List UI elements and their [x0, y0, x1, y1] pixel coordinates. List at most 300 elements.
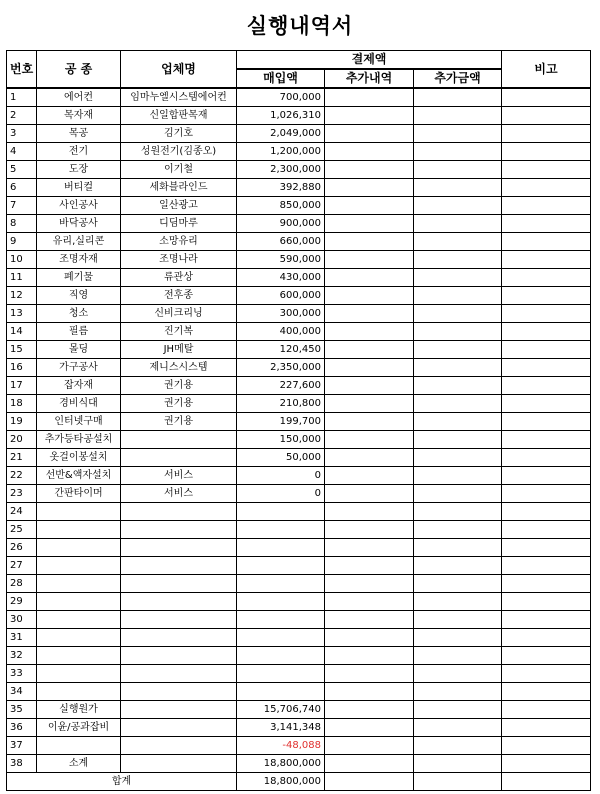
row-trade: 에어컨: [37, 88, 121, 107]
row-purchase-amount: [237, 611, 325, 629]
row-vendor: [121, 665, 237, 683]
row-purchase-amount: 850,000: [237, 197, 325, 215]
row-extra-amount: [414, 305, 502, 323]
row-note: [502, 287, 591, 305]
row-trade: [37, 557, 121, 575]
row-extra-amount: [414, 557, 502, 575]
row-extra-detail: [325, 413, 414, 431]
row-vendor: [121, 683, 237, 701]
row-purchase-amount: [237, 575, 325, 593]
row-number: 19: [7, 413, 37, 431]
row-number: 38: [7, 755, 37, 773]
row-vendor: [121, 449, 237, 467]
row-note: [502, 233, 591, 251]
table-row: [7, 269, 591, 287]
row-vendor: 디딤마루: [121, 215, 237, 233]
row-extra-amount: [414, 161, 502, 179]
table-row: [7, 395, 591, 413]
table-row: [7, 305, 591, 323]
table-row: [7, 611, 591, 629]
row-purchase-amount: 392,880: [237, 179, 325, 197]
row-extra-detail: [325, 161, 414, 179]
table-row: [7, 161, 591, 179]
table-row: [7, 359, 591, 377]
row-extra-amount: [414, 755, 502, 773]
header-purchase: 매입액: [237, 69, 325, 88]
row-number: 15: [7, 341, 37, 359]
row-trade: 간판타이머: [37, 485, 121, 503]
table-row: [7, 449, 591, 467]
row-extra-amount: [414, 107, 502, 125]
row-vendor: [121, 431, 237, 449]
row-purchase-amount: 18,800,000: [237, 755, 325, 773]
row-trade: [37, 665, 121, 683]
row-vendor: [121, 521, 237, 539]
row-note: [502, 413, 591, 431]
row-trade: [37, 737, 121, 755]
row-extra-amount: [414, 287, 502, 305]
row-trade: 폐기물: [37, 269, 121, 287]
row-extra-amount: [414, 737, 502, 755]
row-number: 22: [7, 467, 37, 485]
table-row: [7, 665, 591, 683]
header-vendor: 업체명: [121, 51, 237, 89]
row-note: [502, 557, 591, 575]
row-extra-amount: [414, 503, 502, 521]
row-trade: [37, 539, 121, 557]
row-purchase-amount: [237, 629, 325, 647]
row-trade: 유리,실리콘: [37, 233, 121, 251]
row-purchase-amount: 2,049,000: [237, 125, 325, 143]
row-extra-detail: [325, 233, 414, 251]
row-note: [502, 521, 591, 539]
row-purchase-amount: 0: [237, 485, 325, 503]
header-trade: 공 종: [37, 51, 121, 89]
row-note: [502, 323, 591, 341]
row-number: 27: [7, 557, 37, 575]
row-number: 7: [7, 197, 37, 215]
row-purchase-amount: 1,200,000: [237, 143, 325, 161]
row-vendor: 소망유리: [121, 233, 237, 251]
row-extra-amount: [414, 323, 502, 341]
row-number: 26: [7, 539, 37, 557]
row-extra-detail: [325, 395, 414, 413]
table-row: [7, 215, 591, 233]
table-row: [7, 377, 591, 395]
row-extra-amount: [414, 683, 502, 701]
row-number: 4: [7, 143, 37, 161]
row-note: [502, 683, 591, 701]
row-number: 24: [7, 503, 37, 521]
row-vendor: 서비스: [121, 485, 237, 503]
row-extra-detail: [325, 449, 414, 467]
row-extra-amount: [414, 593, 502, 611]
row-vendor: 일산광고: [121, 197, 237, 215]
row-extra-detail: [325, 611, 414, 629]
table-row: [7, 683, 591, 701]
row-number: 33: [7, 665, 37, 683]
row-note: [502, 305, 591, 323]
total-row: [7, 773, 591, 791]
row-trade: 실행원가: [37, 701, 121, 719]
row-vendor: [121, 503, 237, 521]
table-row: [7, 575, 591, 593]
row-extra-amount: [414, 413, 502, 431]
row-note: [502, 143, 591, 161]
total-note: [502, 773, 591, 791]
row-extra-detail: [325, 269, 414, 287]
row-extra-amount: [414, 377, 502, 395]
row-extra-detail: [325, 683, 414, 701]
table-row: [7, 719, 591, 737]
row-number: 23: [7, 485, 37, 503]
table-row: [7, 179, 591, 197]
row-purchase-amount: 600,000: [237, 287, 325, 305]
row-extra-detail: [325, 107, 414, 125]
row-extra-amount: [414, 431, 502, 449]
row-trade: [37, 683, 121, 701]
table-row: [7, 251, 591, 269]
row-number: 5: [7, 161, 37, 179]
row-extra-amount: [414, 629, 502, 647]
header-no: 번호: [7, 51, 37, 89]
row-number: 16: [7, 359, 37, 377]
row-number: 28: [7, 575, 37, 593]
row-extra-detail: [325, 665, 414, 683]
row-note: [502, 737, 591, 755]
row-extra-amount: [414, 719, 502, 737]
row-trade: 목자재: [37, 107, 121, 125]
row-number: 34: [7, 683, 37, 701]
table-row: [7, 323, 591, 341]
row-extra-detail: [325, 143, 414, 161]
row-purchase-amount: 660,000: [237, 233, 325, 251]
row-extra-amount: [414, 359, 502, 377]
row-note: [502, 161, 591, 179]
row-number: 21: [7, 449, 37, 467]
row-trade: [37, 629, 121, 647]
row-extra-detail: [325, 251, 414, 269]
row-note: [502, 88, 591, 107]
row-note: [502, 431, 591, 449]
row-purchase-amount: [237, 521, 325, 539]
row-trade: [37, 611, 121, 629]
row-trade: [37, 503, 121, 521]
row-vendor: [121, 575, 237, 593]
row-extra-detail: [325, 539, 414, 557]
row-note: [502, 107, 591, 125]
row-note: [502, 503, 591, 521]
table-row: [7, 629, 591, 647]
row-note: [502, 629, 591, 647]
row-number: 3: [7, 125, 37, 143]
table-row: [7, 485, 591, 503]
table-row: [7, 233, 591, 251]
row-vendor: 조명나라: [121, 251, 237, 269]
total-extra-amount: [414, 773, 502, 791]
row-extra-detail: [325, 377, 414, 395]
row-extra-amount: [414, 125, 502, 143]
row-extra-detail: [325, 359, 414, 377]
row-trade: 잡자재: [37, 377, 121, 395]
row-extra-detail: [325, 467, 414, 485]
row-number: 6: [7, 179, 37, 197]
row-number: 36: [7, 719, 37, 737]
row-vendor: 김기호: [121, 125, 237, 143]
row-note: [502, 449, 591, 467]
row-vendor: [121, 611, 237, 629]
row-vendor: 임마누엘시스템에어컨: [121, 88, 237, 107]
row-extra-amount: [414, 143, 502, 161]
row-note: [502, 539, 591, 557]
table-row: [7, 125, 591, 143]
row-trade: [37, 521, 121, 539]
row-note: [502, 377, 591, 395]
row-vendor: 류관상: [121, 269, 237, 287]
row-note: [502, 251, 591, 269]
row-number: 30: [7, 611, 37, 629]
row-trade: [37, 593, 121, 611]
row-trade: 바닥공사: [37, 215, 121, 233]
row-extra-detail: [325, 557, 414, 575]
row-extra-detail: [325, 503, 414, 521]
table-row: [7, 467, 591, 485]
row-trade: 인터넷구매: [37, 413, 121, 431]
row-number: 25: [7, 521, 37, 539]
row-trade: 옷걸이봉설치: [37, 449, 121, 467]
row-note: [502, 215, 591, 233]
row-extra-amount: [414, 269, 502, 287]
row-extra-amount: [414, 449, 502, 467]
row-trade: 사인공사: [37, 197, 121, 215]
row-trade: 직영: [37, 287, 121, 305]
row-purchase-amount: 430,000: [237, 269, 325, 287]
row-purchase-amount: [237, 665, 325, 683]
table-row: [7, 341, 591, 359]
row-purchase-amount: 0: [237, 467, 325, 485]
row-note: [502, 755, 591, 773]
row-vendor: 제니스시스템: [121, 359, 237, 377]
table-row: [7, 107, 591, 125]
row-note: [502, 197, 591, 215]
row-trade: 소계: [37, 755, 121, 773]
row-purchase-amount: 2,350,000: [237, 359, 325, 377]
row-purchase-amount: 900,000: [237, 215, 325, 233]
row-vendor: JH메탈: [121, 341, 237, 359]
row-trade: 청소: [37, 305, 121, 323]
row-purchase-amount: [237, 593, 325, 611]
row-trade: 전기: [37, 143, 121, 161]
table-row: [7, 539, 591, 557]
row-vendor: 신일합판목재: [121, 107, 237, 125]
row-extra-detail: [325, 323, 414, 341]
table-row: [7, 197, 591, 215]
row-extra-amount: [414, 521, 502, 539]
row-extra-amount: [414, 611, 502, 629]
row-trade: 목공: [37, 125, 121, 143]
row-extra-detail: [325, 431, 414, 449]
row-vendor: [121, 719, 237, 737]
row-vendor: 성원전기(김종오): [121, 143, 237, 161]
row-purchase-amount: 199,700: [237, 413, 325, 431]
row-purchase-amount: [237, 647, 325, 665]
row-note: [502, 359, 591, 377]
table-row: [7, 593, 591, 611]
row-purchase-amount: 120,450: [237, 341, 325, 359]
row-number: 37: [7, 737, 37, 755]
row-extra-detail: [325, 215, 414, 233]
row-number: 1: [7, 88, 37, 107]
row-vendor: [121, 755, 237, 773]
row-extra-amount: [414, 233, 502, 251]
table-row: [7, 557, 591, 575]
row-purchase-amount: 700,000: [237, 88, 325, 107]
row-trade: 몰딩: [37, 341, 121, 359]
row-number: 18: [7, 395, 37, 413]
table-row: [7, 88, 591, 107]
row-extra-amount: [414, 88, 502, 107]
row-trade: 조명자재: [37, 251, 121, 269]
row-purchase-amount: 150,000: [237, 431, 325, 449]
row-trade: [37, 575, 121, 593]
row-extra-amount: [414, 251, 502, 269]
row-purchase-amount: 2,300,000: [237, 161, 325, 179]
row-purchase-amount: 15,706,740: [237, 701, 325, 719]
row-vendor: [121, 557, 237, 575]
row-extra-amount: [414, 395, 502, 413]
document-title: 실행내역서: [246, 14, 354, 38]
row-number: 11: [7, 269, 37, 287]
row-purchase-amount: 50,000: [237, 449, 325, 467]
header-extra-amount: 추가금액: [414, 69, 502, 88]
header-note: 비고: [502, 51, 591, 89]
row-purchase-amount: 3,141,348: [237, 719, 325, 737]
table-row: [7, 431, 591, 449]
row-vendor: 권기용: [121, 395, 237, 413]
row-number: 14: [7, 323, 37, 341]
row-vendor: [121, 629, 237, 647]
execution-detail-table: [6, 50, 591, 791]
row-number: 17: [7, 377, 37, 395]
row-extra-detail: [325, 287, 414, 305]
row-trade: 선반&액자설치: [37, 467, 121, 485]
row-extra-amount: [414, 575, 502, 593]
row-note: [502, 701, 591, 719]
total-label: 합계: [7, 773, 237, 791]
row-note: [502, 485, 591, 503]
row-number: 31: [7, 629, 37, 647]
row-extra-detail: [325, 341, 414, 359]
row-number: 8: [7, 215, 37, 233]
row-vendor: [121, 701, 237, 719]
row-extra-amount: [414, 197, 502, 215]
row-note: [502, 395, 591, 413]
row-extra-amount: [414, 701, 502, 719]
row-extra-detail: [325, 701, 414, 719]
row-extra-amount: [414, 215, 502, 233]
table-row: [7, 143, 591, 161]
row-vendor: 전후종: [121, 287, 237, 305]
row-extra-detail: [325, 575, 414, 593]
row-note: [502, 611, 591, 629]
row-purchase-amount: 300,000: [237, 305, 325, 323]
row-extra-detail: [325, 521, 414, 539]
row-trade: 필름: [37, 323, 121, 341]
row-vendor: 이기철: [121, 161, 237, 179]
row-number: 12: [7, 287, 37, 305]
row-trade: 추가등타공설치: [37, 431, 121, 449]
row-note: [502, 575, 591, 593]
row-extra-detail: [325, 88, 414, 107]
row-note: [502, 719, 591, 737]
row-extra-amount: [414, 341, 502, 359]
row-purchase-amount: 227,600: [237, 377, 325, 395]
header-extra-detail: 추가내역: [325, 69, 414, 88]
total-amount: 18,800,000: [237, 773, 325, 791]
row-note: [502, 179, 591, 197]
row-trade: 도장: [37, 161, 121, 179]
row-number: 13: [7, 305, 37, 323]
row-extra-detail: [325, 125, 414, 143]
row-number: 32: [7, 647, 37, 665]
row-note: [502, 341, 591, 359]
table-row: [7, 413, 591, 431]
row-purchase-amount: 590,000: [237, 251, 325, 269]
table-row: [7, 521, 591, 539]
row-extra-detail: [325, 197, 414, 215]
row-note: [502, 665, 591, 683]
row-purchase-amount: 1,026,310: [237, 107, 325, 125]
header-payment: 결제액: [237, 51, 502, 70]
table-row: [7, 701, 591, 719]
row-vendor: 서비스: [121, 467, 237, 485]
row-purchase-amount: [237, 557, 325, 575]
table-body: [7, 88, 591, 773]
row-trade: [37, 647, 121, 665]
row-vendor: 권기용: [121, 413, 237, 431]
table-row: [7, 647, 591, 665]
row-note: [502, 467, 591, 485]
row-extra-detail: [325, 719, 414, 737]
row-trade: 이윤/공과잡비: [37, 719, 121, 737]
row-extra-amount: [414, 665, 502, 683]
row-extra-detail: [325, 629, 414, 647]
row-extra-amount: [414, 647, 502, 665]
table-row: [7, 287, 591, 305]
row-vendor: [121, 593, 237, 611]
table-row: [7, 737, 591, 755]
row-number: 2: [7, 107, 37, 125]
row-vendor: [121, 539, 237, 557]
row-purchase-amount: 400,000: [237, 323, 325, 341]
row-extra-detail: [325, 755, 414, 773]
row-extra-detail: [325, 593, 414, 611]
row-note: [502, 269, 591, 287]
row-number: 35: [7, 701, 37, 719]
row-purchase-amount: -48,088: [237, 737, 325, 755]
row-extra-detail: [325, 179, 414, 197]
total-extra-detail: [325, 773, 414, 791]
row-number: 9: [7, 233, 37, 251]
row-purchase-amount: [237, 539, 325, 557]
row-purchase-amount: [237, 683, 325, 701]
row-note: [502, 647, 591, 665]
table-row: [7, 755, 591, 773]
row-vendor: 세화블라인드: [121, 179, 237, 197]
row-extra-amount: [414, 179, 502, 197]
row-vendor: [121, 737, 237, 755]
table-row: [7, 503, 591, 521]
